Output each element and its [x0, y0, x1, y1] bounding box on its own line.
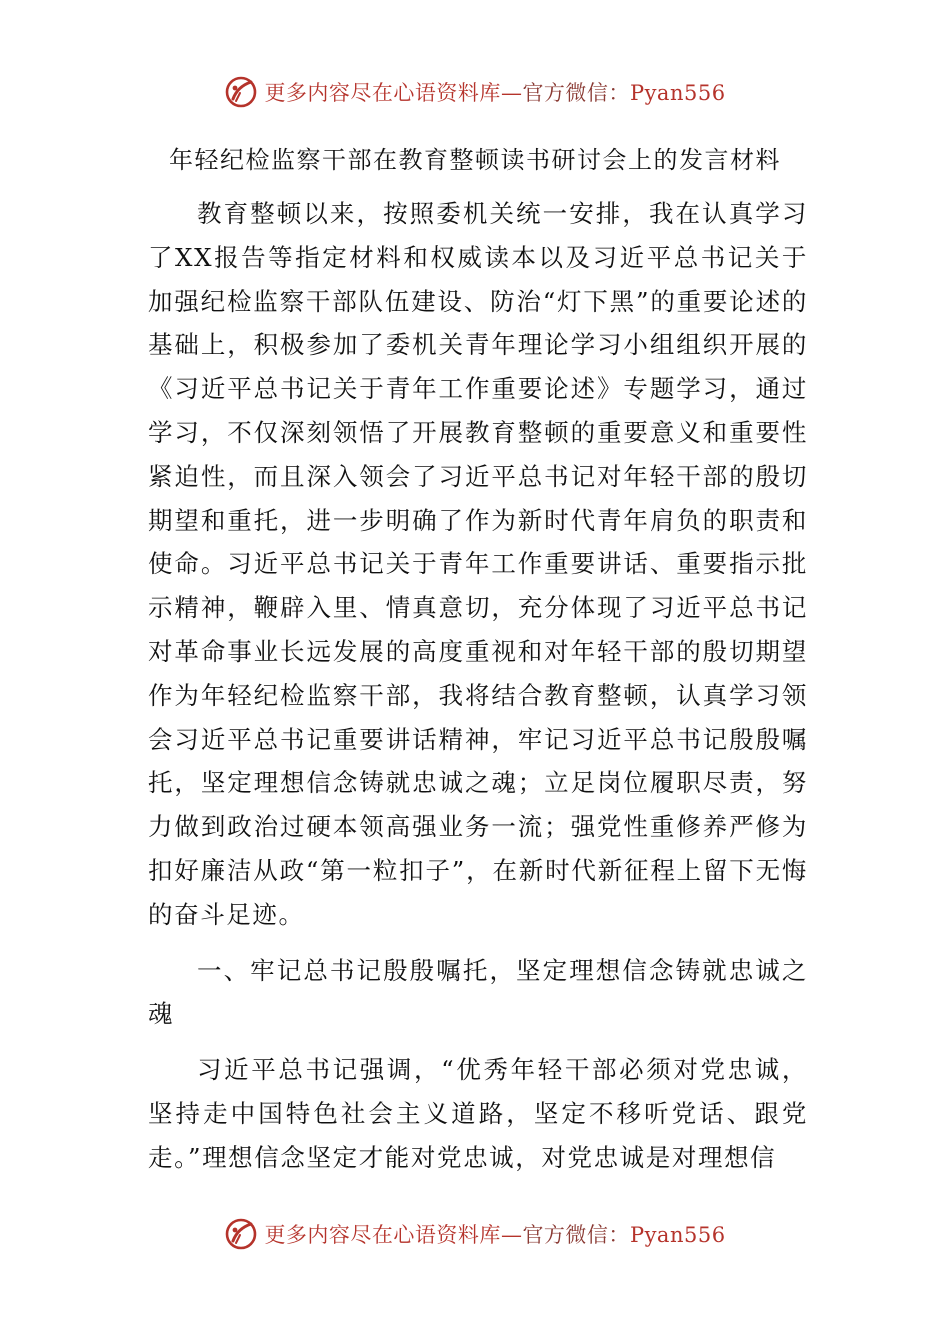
document-body — [148, 192, 808, 1180]
banner-main-text: 更多内容尽在心语资料库 — [264, 81, 501, 105]
document-title: 年轻纪检监察干部在教育整顿读书研讨会上的发言材料 — [169, 146, 781, 174]
banner-text — [264, 1219, 725, 1249]
header-banner — [0, 72, 950, 112]
section-heading-1: 一、牢记总书记殷殷嘱托，坚定理想信念铸就忠诚之魂 — [148, 955, 808, 1029]
banner-wechat-label: 官方微信： — [522, 81, 630, 105]
footer-banner — [0, 1214, 950, 1254]
brand-logo-icon — [224, 75, 258, 109]
banner-wechat-account: Pyan556 — [629, 81, 726, 105]
banner-main-text: 更多内容尽在心语资料库 — [264, 1223, 501, 1247]
banner-text — [264, 77, 725, 107]
banner-wechat-account: Pyan556 — [629, 1223, 726, 1247]
paragraph-section-1: 习近平总书记强调，“优秀年轻干部必须对党忠诚，坚持走中国特色社会主义道路，坚定不移听党话、跟党走。”理想信念坚定才能对党忠诚，对党忠诚是对理想信 — [148, 1055, 808, 1172]
banner-wechat-label: 官方微信： — [522, 1223, 630, 1247]
banner-dash: — — [500, 81, 523, 105]
brand-logo-icon — [224, 1217, 258, 1251]
paragraph-intro: 教育整顿以来，按照委机关统一安排，我在认真学习了XX报告等指定材料和权威读本以及习近平总书记关于加强纪检监察干部队伍建设、防治“灯下黑”的重要论述的基础上，积极参加了委机关青年理论学习小组组织开展的《习近平总书记关于青年工作重要论述》专题学习，通过学习，不仅深刻领悟了开展教育整顿的重要意义和重要性紧迫性，而且深入领会了习近平总书记对年轻干部的殷切期望和重托，进一步明确了作为新时代青年肩负的职责和使命。习近平总书记关于青年工作重要讲话、重要指示批示精神，鞭辟入里、情真意切，充分体现了习近平总书记对革命事业长远发展的高度重视和对年轻干部的殷切期望作为年轻纪检监察干部，我将结合教育整顿，认真学习领会习近平总书记重要讲话精神，牢记习近平总书记殷殷嘱托，坚定理想信念铸就忠诚之魂；立足岗位履职尽责，努力做到政治过硬本领高强业务一流；强党性重修养严修为扣好廉洁从政“第一粒扣子”，在新时代新征程上留下无悔的奋斗足迹。 — [148, 199, 808, 929]
banner-dash: — — [500, 1223, 523, 1247]
